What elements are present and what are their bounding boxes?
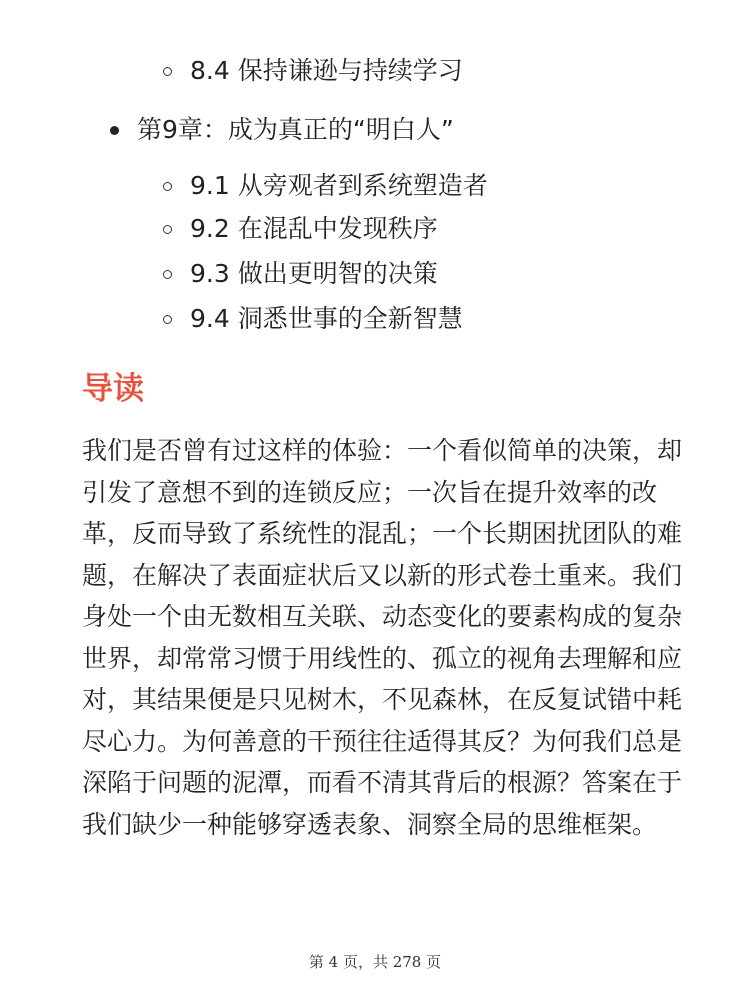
toc-item-9-1[interactable] [163, 169, 488, 203]
toc-item-label: 9.2 在混乱中发现秩序 [190, 214, 438, 243]
hollow-bullet-icon [163, 315, 172, 324]
toc-item-9-3[interactable] [163, 257, 438, 291]
toc-item-label: 9.1 从旁观者到系统塑造者 [190, 171, 488, 200]
toc-chapter-label: 第9章：成为真正的“明白人” [137, 115, 454, 144]
toc-chapter-9[interactable] [110, 113, 454, 147]
hollow-bullet-icon [163, 67, 172, 76]
toc-item-9-4[interactable] [163, 302, 463, 336]
hollow-bullet-icon [163, 182, 172, 191]
toc-item-9-2[interactable] [163, 212, 438, 246]
hollow-bullet-icon [163, 225, 172, 234]
toc-item-label: 8.4 保持谦逊与持续学习 [190, 56, 463, 85]
toc-item-label: 9.3 做出更明智的决策 [190, 259, 438, 288]
solid-bullet-icon [110, 126, 119, 135]
page-number-footer: 第 4 页，共 278 页 [308, 953, 442, 971]
section-heading: 导读 [82, 371, 144, 407]
body-paragraph: 我们是否曾有过这样的体验：一个看似简单的决策，却引发了意想不到的连锁反应；一次旨在提升效率的改革，反而导致了系统性的混乱；一个长期困扰团队的难题，在解决了表面症状后又以新的形式卷土重来。我们身处一个由无数相互关联、动态变化的要素构成的复杂世界，却常常习惯于用线性的、孤立的视角去理解和应对，其结果便是只见树木，不见森林，在反复试错中耗尽心力。为何善意的干预往往适得其反？为何我们总是深陷于问题的泥潭，而看不清其背后的根源？答案在于我们缺少一种能够穿透表象、洞察全局的思维框架。 [82, 436, 683, 839]
toc-item-label: 9.4 洞悉世事的全新智慧 [190, 304, 463, 333]
toc-item-8-4[interactable] [163, 54, 463, 88]
hollow-bullet-icon [163, 270, 172, 279]
